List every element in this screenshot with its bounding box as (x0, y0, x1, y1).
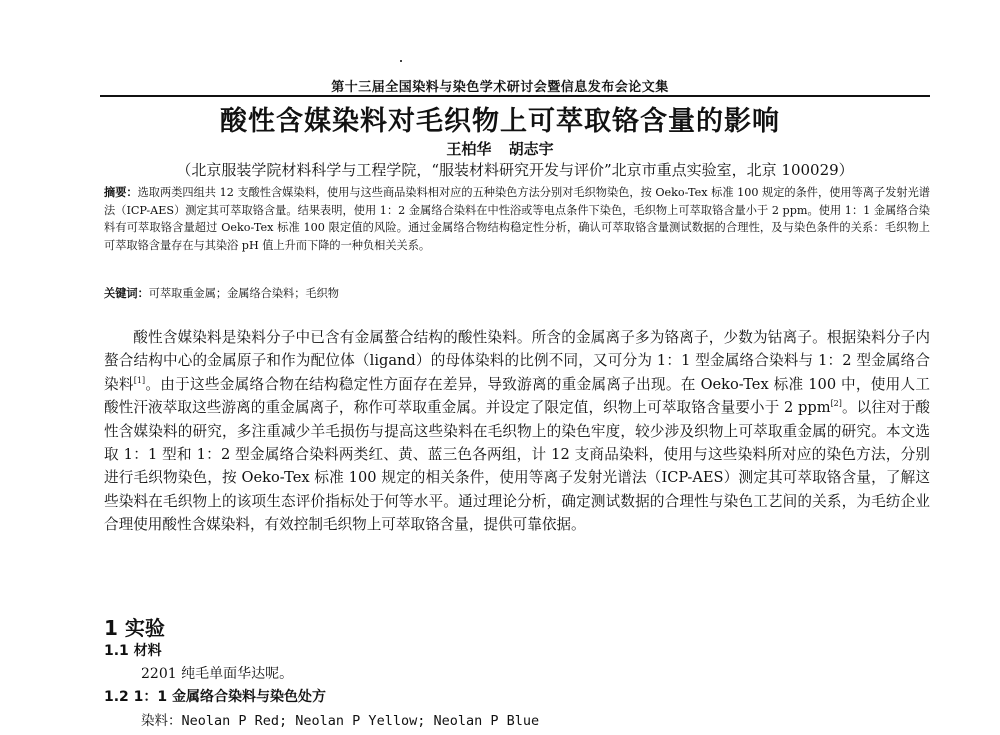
body-text-part2: 。由于这些金属络合物在结构稳定性方面存在差异，导致游离的重金属离子出现。在 Oeko-Tex 标准 100 中，使用人工酸性汗液萃取这些游离的重金属离子，称作可萃取重金属。并设定了限定值，织物上可萃取铬含量要小于 2 ppm (104, 375, 930, 417)
abstract (104, 184, 930, 254)
body-text-part3: 。以往对于酸性含媒染料的研究，多注重减少羊毛损伤与提高这些染料在毛织物上的染色牢度，较少涉及织物上可萃取重金属的研究。本文选取 1：1 型和 1：2 型金属络合染料两类红、黄、蓝三色各两组，计 12 支商品染料，使用与这些染料所对应的染色方法，分别进行毛织物染色，按 Oeko-Tex 标准 100 规定的相关条件，使用等离子发射光谱法（ICP-AES）测定其可萃取铬含量，了解这些染料在毛织物上的该项生态评价指标处于何等水平。通过理论分析，确定测试数据的合理性与染色工艺间的关系，为毛纺企业合理使用酸性含媒染料，有效控制毛织物上可萃取铬含量，提供可靠依据。 (104, 399, 930, 534)
materials-text: 2201 纯毛单面华达呢。 (141, 666, 294, 682)
abstract-text: 选取两类四组共 12 支酸性含媒染料，使用与这些商品染料相对应的五种染色方法分别对毛织物染色，按 Oeko-Tex 标准 100 规定的条件，使用等离子发射光谱法（ICP-AES）测定其可萃取铬含量。结果表明，使用 1：2 金属络合染料在中性浴或等电点条件下染色，毛织物上可萃取铬含量小于 2 ppm。使用 1：1 金属络合染料有可萃取铬含量超过 Oeko-Tex 标准 100 限定值的风险。通过金属络合物结构稳定性分析，确认可萃取铬含量测试数据的合理性，及与染色条件的关系：毛织物上可萃取铬含量存在与其染浴 pH 值上升而下降的一种负相关关系。 (104, 186, 930, 252)
subsection-heading-dyes: 1.2 1：1 金属络合染料与染色处方 (104, 689, 327, 705)
body-text-part1: 酸性含媒染料是染料分子中已含有金属螯合结构的酸性染料。所含的金属离子多为铬离子，少数为钴离子。根据染料分子内螯合结构中心的金属原子和作为配位体（ligand）的母体染料的比例不同，又可分为 1：1 型金属络合染料与 1：2 型金属络合染料 (104, 329, 930, 393)
citation-1: [1] (133, 375, 146, 385)
scan-speck (400, 60, 402, 62)
dyes-line (141, 709, 539, 729)
keywords-text: 可萃取重金属；金属络合染料；毛织物 (148, 287, 339, 300)
body-text (104, 326, 930, 537)
abstract-label: 摘要： (104, 186, 138, 199)
paper-title: 酸性含媒染料对毛织物上可萃取铬含量的影响 (220, 106, 780, 137)
dyes-text: Neolan P Red; Neolan P Yellow; Neolan P Blue (181, 713, 540, 729)
dyes-label: 染料： (141, 713, 182, 729)
body-paragraph (104, 326, 930, 537)
keywords-label: 关键词： (104, 287, 149, 300)
keywords (104, 285, 930, 302)
section-heading-experiment: 1 实验 (104, 616, 165, 640)
running-header: 第十三届全国染料与染色学术研讨会暨信息发布会论文集 (331, 80, 669, 95)
citation-2: [2] (830, 399, 842, 409)
paper-authors: 王柏华 胡志宇 (446, 140, 554, 158)
header-rule (100, 95, 930, 97)
paper-affiliation: （北京服装学院材料科学与工程学院，“服装材料研究开发与评价”北京市重点实验室，北京 100029） (176, 161, 854, 179)
subsection-heading-materials: 1.1 材料 (104, 643, 162, 659)
